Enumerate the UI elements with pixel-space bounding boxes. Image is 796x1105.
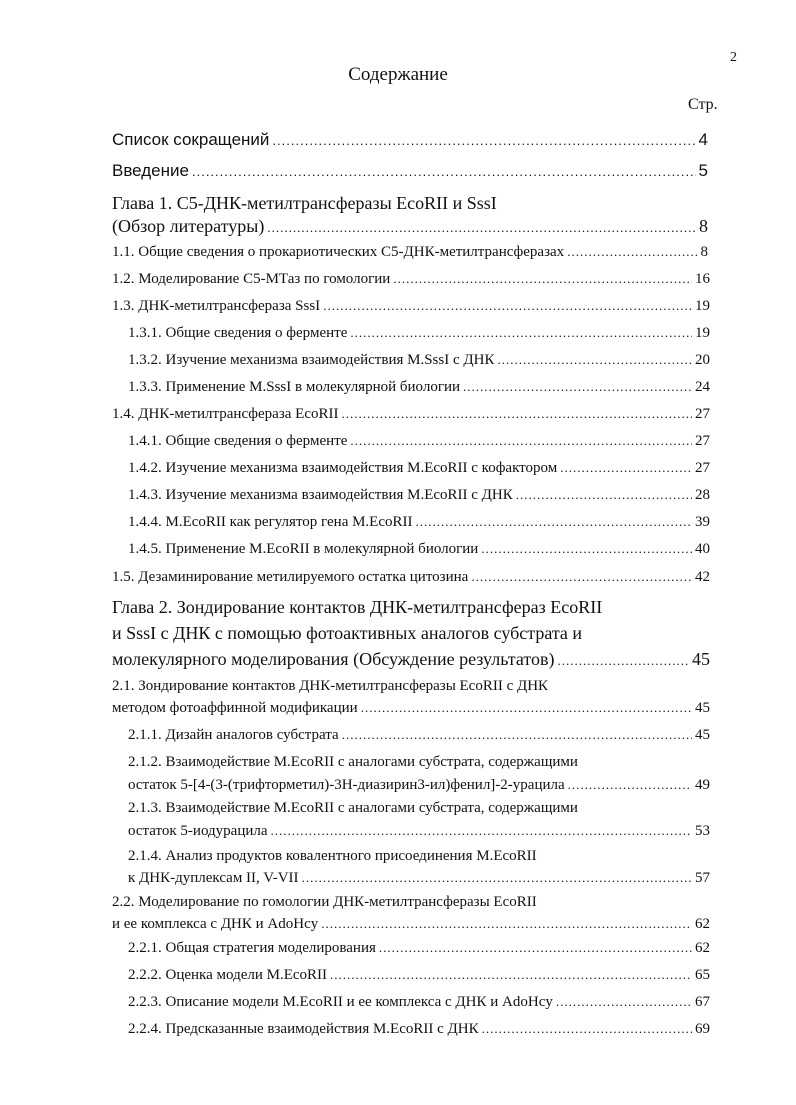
toc-entry-text: остаток 5-[4-(3-(трифторметил)-3Н-диазирин3-ил)фенил]-2-урацила <box>128 777 565 793</box>
toc-entry-2-1-cont[interactable] <box>112 700 710 717</box>
toc-entry-page: 65 <box>695 967 710 983</box>
toc-entry-page: 39 <box>695 514 710 530</box>
toc-entry-text: 1.4.2. Изучение механизма взаимодействия M.EcoRII с кофактором <box>128 460 558 476</box>
toc-entry-text: 1.3.1. Общие сведения о ферменте <box>128 325 348 341</box>
toc-entry-page: 27 <box>695 406 710 422</box>
toc-entry-text: и ее комплекса с ДНК и AdoHcy <box>112 916 319 932</box>
toc-entry-text: 1.1. Общие сведения о прокариотических С5-ДНК-метилтрансферазах <box>112 244 565 260</box>
toc-entry-1-4-3[interactable] <box>128 487 710 504</box>
toc-entry-2-1-2[interactable]: 2.1.2. Взаимодействие M.EcoRII с аналогами субстрата, содержащими <box>128 754 578 770</box>
toc-entry-1-3-3[interactable] <box>128 379 710 396</box>
toc-entry-page: 20 <box>695 352 710 368</box>
toc-entry-text: 1.3. ДНК-метилтрансфераза SssI <box>112 298 321 314</box>
toc-entry-2-2[interactable]: 2.2. Моделирование по гомологии ДНК-метилтрансферазы EcoRII <box>112 894 537 910</box>
toc-entry-text: 2.2.2. Оценка модели M.EcoRII <box>128 967 328 983</box>
toc-entry-page: 5 <box>698 161 708 180</box>
toc-entry-text: 2.2.3. Описание модели M.EcoRII и ее комплекса с ДНК и AdoHcy <box>128 994 553 1010</box>
toc-entry-1-4-5[interactable] <box>128 541 710 558</box>
toc-entry-1-4[interactable] <box>112 406 710 423</box>
toc-entry-page: 67 <box>695 994 710 1010</box>
toc-entry-text: 1.4. ДНК-метилтрансфераза EcoRII <box>112 406 339 422</box>
toc-entry-1-2[interactable] <box>112 271 710 288</box>
toc-entry-page: 53 <box>695 823 710 839</box>
toc-entry-page: 28 <box>695 487 710 503</box>
toc-entry-text: молекулярного моделирования (Обсуждение результатов) <box>112 649 555 669</box>
toc-entry-text: Список сокращений <box>112 130 270 149</box>
toc-entry-page: 45 <box>695 700 710 716</box>
toc-entry-2-2-cont[interactable] <box>112 916 710 933</box>
toc-entry-text: 1.3.2. Изучение механизма взаимодействия M.SssI с ДНК <box>128 352 495 368</box>
toc-chapter-2-heading-cont[interactable]: и SssI с ДНК с помощью фотоактивных аналогов субстрата и <box>112 623 583 643</box>
toc-entry-page: 8 <box>700 244 708 260</box>
toc-entry-page: 45 <box>692 649 710 669</box>
toc-chapter-1-heading-cont[interactable] <box>112 216 708 237</box>
toc-entry-1-4-4[interactable] <box>128 514 710 531</box>
toc-entry-text: 1.4.5. Применение M.EcoRII в молекулярной биологии <box>128 541 479 557</box>
toc-entry-page: 19 <box>695 298 710 314</box>
toc-entry-text: 2.2.1. Общая стратегия моделирования <box>128 940 376 956</box>
toc-entry-page: 4 <box>698 130 708 149</box>
toc-entry-page: 19 <box>695 325 710 341</box>
toc-entry-introduction[interactable] <box>112 161 708 181</box>
toc-entry-page: 62 <box>695 940 710 956</box>
toc-entry-page: 16 <box>695 271 710 287</box>
toc-entry-page: 49 <box>695 777 710 793</box>
toc-entry-2-2-3[interactable] <box>128 994 710 1011</box>
toc-entry-text: методом фотоаффинной модификации <box>112 700 358 716</box>
toc-entry-2-2-2[interactable] <box>128 967 710 984</box>
toc-entry-1-5[interactable] <box>112 569 710 586</box>
toc-entry-2-1-3-cont[interactable] <box>128 823 710 840</box>
toc-entry-2-1-4[interactable]: 2.1.4. Анализ продуктов ковалентного присоединения M.EcoRII <box>128 848 537 864</box>
toc-entry-page: 42 <box>695 569 710 585</box>
page-title: Содержание <box>348 64 448 85</box>
toc-entry-text: 2.2.4. Предсказанные взаимодействия M.EcoRII с ДНК <box>128 1021 479 1037</box>
toc-entry-1-4-1[interactable] <box>128 433 710 450</box>
toc-entry-page: 27 <box>695 433 710 449</box>
toc-chapter-2-heading-end[interactable] <box>112 649 710 670</box>
toc-entry-text: 1.5. Дезаминирование метилируемого остатка цитозина <box>112 569 469 585</box>
toc-entry-text: 1.4.4. M.EcoRII как регулятор гена M.EcoRII <box>128 514 413 530</box>
toc-entry-text: 1.2. Моделирование С5-МТаз по гомологии <box>112 271 391 287</box>
toc-entry-2-2-1[interactable] <box>128 940 710 957</box>
toc-entry-2-1-1[interactable] <box>128 727 710 744</box>
toc-entry-abbreviations[interactable] <box>112 130 708 150</box>
toc-entry-1-3-1[interactable] <box>128 325 710 342</box>
toc-entry-text: 2.1.1. Дизайн аналогов субстрата <box>128 727 339 743</box>
toc-entry-page: 45 <box>695 727 710 743</box>
toc-entry-2-2-4[interactable] <box>128 1021 710 1038</box>
toc-entry-text: 1.4.1. Общие сведения о ферменте <box>128 433 348 449</box>
toc-entry-1-3-2[interactable] <box>128 352 710 369</box>
toc-entry-page: 40 <box>695 541 710 557</box>
toc-entry-text: к ДНК-дуплексам II, V-VII <box>128 870 299 886</box>
toc-entry-text: (Обзор литературы) <box>112 216 265 236</box>
toc-entry-page: 69 <box>695 1021 710 1037</box>
toc-entry-page: 8 <box>699 216 708 236</box>
toc-chapter-1-heading[interactable]: Глава 1. С5-ДНК-метилтрансферазы EcoRII и SssI <box>112 193 497 213</box>
toc-entry-page: 57 <box>695 870 710 886</box>
toc-entry-text: остаток 5-иодурацила <box>128 823 268 839</box>
toc-entry-page: 24 <box>695 379 710 395</box>
page-number: 2 <box>730 50 737 65</box>
toc-entry-2-1-4-cont[interactable] <box>128 870 710 887</box>
toc-entry-1-3[interactable] <box>112 298 710 315</box>
toc-entry-1-4-2[interactable] <box>128 460 710 477</box>
toc-entry-2-1-2-cont[interactable] <box>128 777 710 794</box>
toc-entry-text: Введение <box>112 161 189 180</box>
toc-entry-text: 1.4.3. Изучение механизма взаимодействия M.EcoRII с ДНК <box>128 487 513 503</box>
toc-entry-page: 62 <box>695 916 710 932</box>
toc-entry-page: 27 <box>695 460 710 476</box>
toc-entry-2-1[interactable]: 2.1. Зондирование контактов ДНК-метилтрансферазы EcoRII с ДНК <box>112 678 549 694</box>
toc-chapter-2-heading[interactable]: Глава 2. Зондирование контактов ДНК-метилтрансфераз EcoRII <box>112 597 603 617</box>
toc-entry-text: 1.3.3. Применение M.SssI в молекулярной биологии <box>128 379 461 395</box>
page-column-header: Стр. <box>688 96 718 113</box>
toc-entry-1-1[interactable] <box>112 244 708 261</box>
toc-entry-2-1-3[interactable]: 2.1.3. Взаимодействие M.EcoRII с аналогами субстрата, содержащими <box>128 800 578 816</box>
